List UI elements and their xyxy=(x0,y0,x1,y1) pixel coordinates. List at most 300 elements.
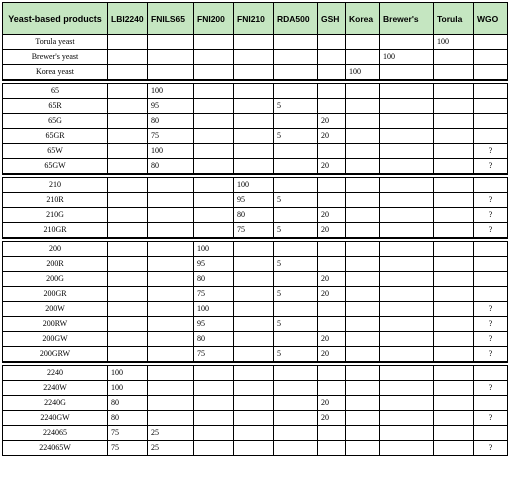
value-cell: 20 xyxy=(318,223,346,239)
value-cell: 20 xyxy=(318,114,346,129)
value-cell xyxy=(380,242,434,257)
value-cell xyxy=(346,208,380,223)
product-name-cell: Torula yeast xyxy=(3,35,108,50)
value-cell xyxy=(474,178,508,193)
value-cell xyxy=(234,287,274,302)
table-row xyxy=(3,114,508,129)
product-name-cell: 65GW xyxy=(3,159,108,175)
value-cell xyxy=(346,242,380,257)
value-cell xyxy=(434,65,474,81)
value-cell xyxy=(434,242,474,257)
value-cell xyxy=(474,129,508,144)
value-cell xyxy=(318,381,346,396)
value-cell xyxy=(194,396,234,411)
header-wgo: WGO xyxy=(474,3,508,35)
header-fni200: FNI200 xyxy=(194,3,234,35)
value-cell xyxy=(474,366,508,381)
value-cell xyxy=(380,99,434,114)
table-row xyxy=(3,35,508,50)
value-cell: 5 xyxy=(274,223,318,239)
value-cell xyxy=(274,396,318,411)
value-cell xyxy=(380,411,434,426)
value-cell: 20 xyxy=(318,272,346,287)
value-cell xyxy=(274,411,318,426)
value-cell xyxy=(148,272,194,287)
value-cell xyxy=(474,242,508,257)
value-cell xyxy=(274,159,318,175)
value-cell xyxy=(318,366,346,381)
value-cell xyxy=(380,193,434,208)
table-row xyxy=(3,193,508,208)
value-cell xyxy=(434,99,474,114)
value-cell: 100 xyxy=(234,178,274,193)
value-cell xyxy=(346,257,380,272)
value-cell xyxy=(148,178,194,193)
value-cell xyxy=(108,317,148,332)
value-cell xyxy=(434,272,474,287)
value-cell xyxy=(474,287,508,302)
value-cell xyxy=(234,317,274,332)
value-cell xyxy=(346,441,380,456)
value-cell xyxy=(434,381,474,396)
value-cell xyxy=(234,426,274,441)
value-cell xyxy=(434,144,474,159)
value-cell: 5 xyxy=(274,99,318,114)
value-cell xyxy=(380,332,434,347)
value-cell xyxy=(434,411,474,426)
header-korea: Korea xyxy=(346,3,380,35)
value-cell xyxy=(274,84,318,99)
value-cell xyxy=(346,144,380,159)
value-cell: 80 xyxy=(148,114,194,129)
value-cell xyxy=(318,99,346,114)
value-cell: 20 xyxy=(318,129,346,144)
value-cell xyxy=(380,178,434,193)
product-name-cell: 210GR xyxy=(3,223,108,239)
value-cell xyxy=(194,426,234,441)
value-cell xyxy=(434,129,474,144)
value-cell xyxy=(274,242,318,257)
value-cell xyxy=(234,381,274,396)
value-cell xyxy=(274,208,318,223)
table-row xyxy=(3,287,508,302)
value-cell xyxy=(380,144,434,159)
value-cell xyxy=(194,441,234,456)
value-cell xyxy=(346,426,380,441)
value-cell xyxy=(234,114,274,129)
value-cell xyxy=(234,396,274,411)
value-cell: 95 xyxy=(194,317,234,332)
product-table-container xyxy=(2,2,507,486)
value-cell xyxy=(194,223,234,239)
value-cell xyxy=(148,396,194,411)
value-cell xyxy=(346,287,380,302)
value-cell xyxy=(194,159,234,175)
value-cell: 75 xyxy=(234,223,274,239)
value-cell xyxy=(434,208,474,223)
value-cell: ? xyxy=(474,441,508,456)
value-cell xyxy=(148,332,194,347)
value-cell: ? xyxy=(474,159,508,175)
value-cell xyxy=(234,35,274,50)
value-cell xyxy=(194,84,234,99)
header-torula: Torula xyxy=(434,3,474,35)
value-cell xyxy=(194,208,234,223)
table-row xyxy=(3,411,508,426)
product-name-cell: 200GW xyxy=(3,332,108,347)
product-name-cell: 210R xyxy=(3,193,108,208)
value-cell xyxy=(346,50,380,65)
table-row xyxy=(3,242,508,257)
value-cell xyxy=(434,332,474,347)
value-cell xyxy=(108,208,148,223)
product-name-cell: 65W xyxy=(3,144,108,159)
value-cell xyxy=(108,114,148,129)
value-cell xyxy=(474,114,508,129)
value-cell xyxy=(274,114,318,129)
value-cell xyxy=(234,65,274,81)
value-cell xyxy=(346,347,380,363)
value-cell xyxy=(346,381,380,396)
value-cell xyxy=(318,144,346,159)
value-cell xyxy=(434,84,474,99)
value-cell: 100 xyxy=(108,366,148,381)
value-cell: ? xyxy=(474,411,508,426)
product-name-cell: 210G xyxy=(3,208,108,223)
value-cell: 20 xyxy=(318,347,346,363)
value-cell xyxy=(108,193,148,208)
value-cell xyxy=(194,411,234,426)
value-cell xyxy=(194,144,234,159)
value-cell xyxy=(148,257,194,272)
value-cell: ? xyxy=(474,302,508,317)
product-name-cell: 2240W xyxy=(3,381,108,396)
value-cell xyxy=(108,129,148,144)
value-cell xyxy=(434,50,474,65)
value-cell xyxy=(234,332,274,347)
table-row xyxy=(3,65,508,81)
value-cell xyxy=(108,84,148,99)
value-cell xyxy=(108,35,148,50)
value-cell xyxy=(346,35,380,50)
value-cell: 75 xyxy=(148,129,194,144)
value-cell: ? xyxy=(474,144,508,159)
value-cell xyxy=(108,302,148,317)
value-cell xyxy=(234,50,274,65)
value-cell xyxy=(318,193,346,208)
value-cell: 100 xyxy=(148,144,194,159)
value-cell: 75 xyxy=(194,287,234,302)
value-cell xyxy=(194,193,234,208)
table-row xyxy=(3,426,508,441)
header-row xyxy=(3,3,508,35)
value-cell: 100 xyxy=(108,381,148,396)
value-cell xyxy=(108,332,148,347)
product-name-cell: 210 xyxy=(3,178,108,193)
value-cell xyxy=(234,411,274,426)
value-cell: 95 xyxy=(194,257,234,272)
value-cell xyxy=(434,366,474,381)
table-row xyxy=(3,347,508,363)
value-cell xyxy=(434,302,474,317)
value-cell xyxy=(234,159,274,175)
table-row xyxy=(3,257,508,272)
value-cell: ? xyxy=(474,381,508,396)
value-cell: ? xyxy=(474,223,508,239)
value-cell xyxy=(274,65,318,81)
value-cell xyxy=(380,302,434,317)
value-cell: 80 xyxy=(194,272,234,287)
value-cell xyxy=(318,317,346,332)
value-cell xyxy=(108,178,148,193)
value-cell xyxy=(434,159,474,175)
value-cell xyxy=(194,381,234,396)
value-cell xyxy=(380,35,434,50)
value-cell xyxy=(234,366,274,381)
value-cell xyxy=(474,84,508,99)
value-cell xyxy=(108,159,148,175)
value-cell xyxy=(318,302,346,317)
value-cell: 20 xyxy=(318,287,346,302)
table-row xyxy=(3,302,508,317)
value-cell xyxy=(434,193,474,208)
value-cell: 95 xyxy=(148,99,194,114)
value-cell xyxy=(434,347,474,363)
value-cell xyxy=(148,65,194,81)
value-cell xyxy=(346,223,380,239)
value-cell xyxy=(108,242,148,257)
value-cell xyxy=(108,144,148,159)
value-cell xyxy=(148,347,194,363)
value-cell xyxy=(380,84,434,99)
value-cell xyxy=(148,381,194,396)
value-cell xyxy=(380,159,434,175)
value-cell xyxy=(346,159,380,175)
table-row xyxy=(3,129,508,144)
value-cell: 80 xyxy=(148,159,194,175)
value-cell: ? xyxy=(474,347,508,363)
value-cell xyxy=(346,411,380,426)
value-cell xyxy=(148,242,194,257)
product-name-cell: Brewer's yeast xyxy=(3,50,108,65)
value-cell xyxy=(274,178,318,193)
table-row xyxy=(3,332,508,347)
table-row xyxy=(3,441,508,456)
value-cell xyxy=(108,347,148,363)
product-name-cell: 2240G xyxy=(3,396,108,411)
value-cell xyxy=(318,84,346,99)
value-cell xyxy=(318,242,346,257)
value-cell xyxy=(346,272,380,287)
table-row xyxy=(3,272,508,287)
value-cell xyxy=(380,381,434,396)
table-row xyxy=(3,396,508,411)
value-cell xyxy=(108,223,148,239)
value-cell xyxy=(108,287,148,302)
yeast-products-table xyxy=(2,2,508,456)
value-cell xyxy=(234,242,274,257)
product-name-cell: 65 xyxy=(3,84,108,99)
value-cell xyxy=(108,50,148,65)
value-cell xyxy=(474,99,508,114)
value-cell xyxy=(346,317,380,332)
value-cell xyxy=(194,35,234,50)
table-row xyxy=(3,208,508,223)
product-name-cell: 200GRW xyxy=(3,347,108,363)
value-cell: 5 xyxy=(274,193,318,208)
value-cell: 80 xyxy=(194,332,234,347)
table-row xyxy=(3,84,508,99)
value-cell xyxy=(380,287,434,302)
value-cell xyxy=(380,441,434,456)
value-cell xyxy=(380,223,434,239)
value-cell xyxy=(108,65,148,81)
header-lbi2240: LBI2240 xyxy=(108,3,148,35)
value-cell xyxy=(274,35,318,50)
value-cell xyxy=(346,129,380,144)
product-name-cell: 200 xyxy=(3,242,108,257)
product-name-cell: 224065W xyxy=(3,441,108,456)
value-cell xyxy=(380,65,434,81)
value-cell xyxy=(234,144,274,159)
table-row xyxy=(3,178,508,193)
value-cell: 5 xyxy=(274,347,318,363)
header-rda500: RDA500 xyxy=(274,3,318,35)
product-name-cell: 65G xyxy=(3,114,108,129)
value-cell xyxy=(194,129,234,144)
value-cell xyxy=(474,65,508,81)
value-cell xyxy=(108,257,148,272)
value-cell: 5 xyxy=(274,129,318,144)
value-cell xyxy=(434,257,474,272)
table-row xyxy=(3,159,508,175)
value-cell: 75 xyxy=(108,441,148,456)
value-cell xyxy=(234,84,274,99)
value-cell xyxy=(234,129,274,144)
value-cell: 100 xyxy=(148,84,194,99)
value-cell: 80 xyxy=(234,208,274,223)
table-row xyxy=(3,223,508,239)
value-cell xyxy=(148,411,194,426)
value-cell xyxy=(148,366,194,381)
value-cell: ? xyxy=(474,193,508,208)
value-cell: 5 xyxy=(274,317,318,332)
value-cell xyxy=(318,441,346,456)
value-cell xyxy=(234,257,274,272)
product-name-cell: Korea yeast xyxy=(3,65,108,81)
value-cell: 80 xyxy=(108,396,148,411)
product-name-cell: 224065 xyxy=(3,426,108,441)
value-cell xyxy=(380,317,434,332)
value-cell xyxy=(380,129,434,144)
value-cell xyxy=(474,35,508,50)
product-name-cell: 200GR xyxy=(3,287,108,302)
value-cell: 95 xyxy=(234,193,274,208)
value-cell xyxy=(148,50,194,65)
value-cell xyxy=(274,441,318,456)
value-cell xyxy=(318,178,346,193)
value-cell xyxy=(380,347,434,363)
value-cell: 25 xyxy=(148,426,194,441)
value-cell: 80 xyxy=(108,411,148,426)
value-cell xyxy=(346,114,380,129)
value-cell xyxy=(346,193,380,208)
value-cell xyxy=(318,35,346,50)
value-cell xyxy=(148,223,194,239)
value-cell xyxy=(274,144,318,159)
product-name-cell: 2240 xyxy=(3,366,108,381)
value-cell: 100 xyxy=(346,65,380,81)
value-cell xyxy=(474,396,508,411)
table-row xyxy=(3,381,508,396)
header-fnils65: FNILS65 xyxy=(148,3,194,35)
value-cell: 100 xyxy=(194,242,234,257)
value-cell: 100 xyxy=(194,302,234,317)
value-cell xyxy=(194,178,234,193)
value-cell xyxy=(194,114,234,129)
value-cell: 20 xyxy=(318,396,346,411)
value-cell: 20 xyxy=(318,208,346,223)
value-cell xyxy=(434,114,474,129)
table-body xyxy=(3,35,508,456)
value-cell xyxy=(274,381,318,396)
value-cell xyxy=(346,366,380,381)
value-cell xyxy=(474,426,508,441)
value-cell xyxy=(234,302,274,317)
value-cell xyxy=(434,426,474,441)
value-cell: ? xyxy=(474,317,508,332)
value-cell xyxy=(380,272,434,287)
value-cell xyxy=(274,426,318,441)
value-cell xyxy=(474,50,508,65)
value-cell xyxy=(380,208,434,223)
value-cell xyxy=(194,366,234,381)
product-name-cell: 200R xyxy=(3,257,108,272)
value-cell xyxy=(108,272,148,287)
value-cell xyxy=(234,441,274,456)
header-products: Yeast-based products xyxy=(3,3,108,35)
value-cell xyxy=(434,178,474,193)
value-cell xyxy=(380,366,434,381)
value-cell xyxy=(346,332,380,347)
value-cell xyxy=(234,99,274,114)
value-cell xyxy=(434,287,474,302)
value-cell xyxy=(148,302,194,317)
value-cell xyxy=(434,396,474,411)
value-cell xyxy=(346,302,380,317)
value-cell xyxy=(346,99,380,114)
value-cell xyxy=(434,317,474,332)
value-cell: 100 xyxy=(380,50,434,65)
value-cell: 25 xyxy=(148,441,194,456)
value-cell: 5 xyxy=(274,257,318,272)
value-cell: 20 xyxy=(318,159,346,175)
value-cell xyxy=(274,332,318,347)
value-cell xyxy=(380,114,434,129)
value-cell: ? xyxy=(474,332,508,347)
value-cell xyxy=(346,178,380,193)
value-cell xyxy=(346,84,380,99)
table-row xyxy=(3,50,508,65)
product-name-cell: 200G xyxy=(3,272,108,287)
value-cell: 5 xyxy=(274,287,318,302)
table-row xyxy=(3,317,508,332)
product-name-cell: 65R xyxy=(3,99,108,114)
table-row xyxy=(3,144,508,159)
value-cell xyxy=(148,317,194,332)
header-fni210: FNI210 xyxy=(234,3,274,35)
value-cell xyxy=(274,366,318,381)
